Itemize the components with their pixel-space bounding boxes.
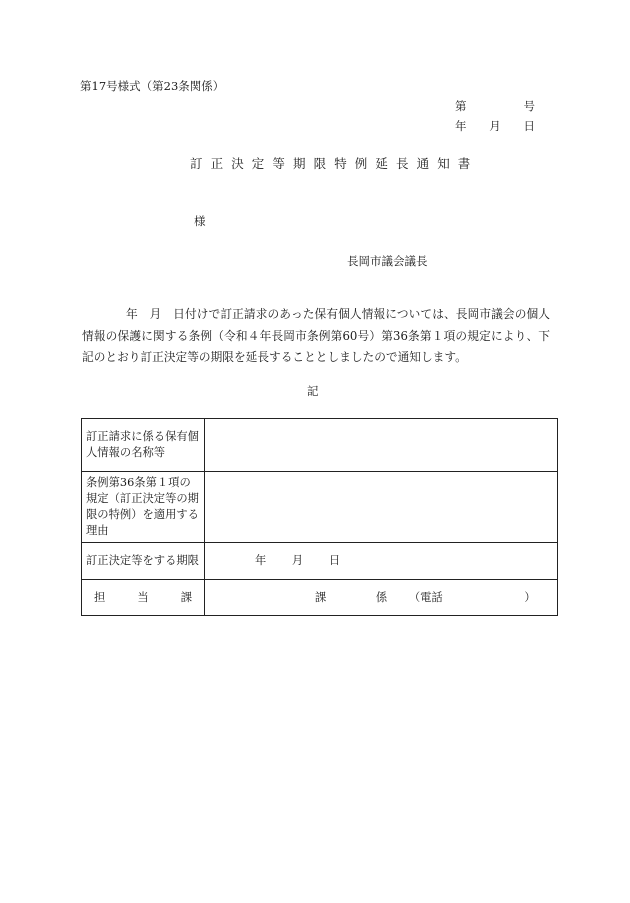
row-label-department bbox=[82, 580, 205, 616]
department-char-2: 当 bbox=[137, 590, 149, 604]
reason-value bbox=[205, 472, 558, 543]
body-paragraph bbox=[82, 304, 550, 369]
table-row bbox=[82, 419, 558, 472]
deadline-value bbox=[205, 543, 558, 580]
document-number-suffix: 号 bbox=[523, 99, 535, 113]
deadline-month: 月 bbox=[291, 554, 304, 567]
row-label-reason: 条例第36条第１項の規定（訂正決定等の期限の特例）を適用する理由 bbox=[82, 472, 205, 543]
row-label-info-name: 訂正請求に係る保有個人情報の名称等 bbox=[82, 419, 205, 472]
document-date-year: 年 bbox=[455, 119, 467, 133]
document-date-month: 月 bbox=[489, 119, 501, 133]
table-row bbox=[82, 543, 558, 580]
department-tel-open: （電話 bbox=[408, 590, 443, 604]
details-table bbox=[81, 418, 558, 616]
body-date-prefix: 年 月 日付けで bbox=[126, 307, 221, 321]
department-value bbox=[205, 580, 558, 616]
form-number: 第17号様式（第23条関係） bbox=[80, 79, 225, 93]
document-number-line bbox=[455, 101, 535, 113]
info-name-value bbox=[205, 419, 558, 472]
ki-heading: 記 bbox=[307, 384, 319, 398]
department-tel-close: ） bbox=[524, 590, 536, 604]
document-number-prefix: 第 bbox=[455, 99, 467, 113]
document-date-line bbox=[455, 121, 535, 133]
table-row bbox=[82, 580, 558, 616]
document-date-day: 日 bbox=[523, 119, 535, 133]
document-title: 訂正決定等期限特例延長通知書 bbox=[190, 156, 479, 171]
addressee-suffix: 様 bbox=[194, 214, 206, 228]
sender-name: 長岡市議会議長 bbox=[347, 254, 428, 268]
deadline-day: 日 bbox=[328, 554, 341, 567]
department-kakari: 係 bbox=[375, 590, 388, 604]
department-char-1: 担 bbox=[94, 590, 106, 604]
department-char-3: 課 bbox=[180, 590, 192, 604]
body-text: 訂正請求のあった保有個人情報については、長岡市議会の個人情報の保護に関する条例（令和４年長岡市条例第60号）第36条第１項の規定により、下記のとおり訂正決定等の期限を延長することとしましたので通知します。 bbox=[82, 307, 550, 364]
table-row bbox=[82, 472, 558, 543]
deadline-year: 年 bbox=[255, 554, 267, 567]
department-ka: 課 bbox=[315, 590, 327, 604]
row-label-deadline: 訂正決定等をする期限 bbox=[82, 543, 205, 580]
